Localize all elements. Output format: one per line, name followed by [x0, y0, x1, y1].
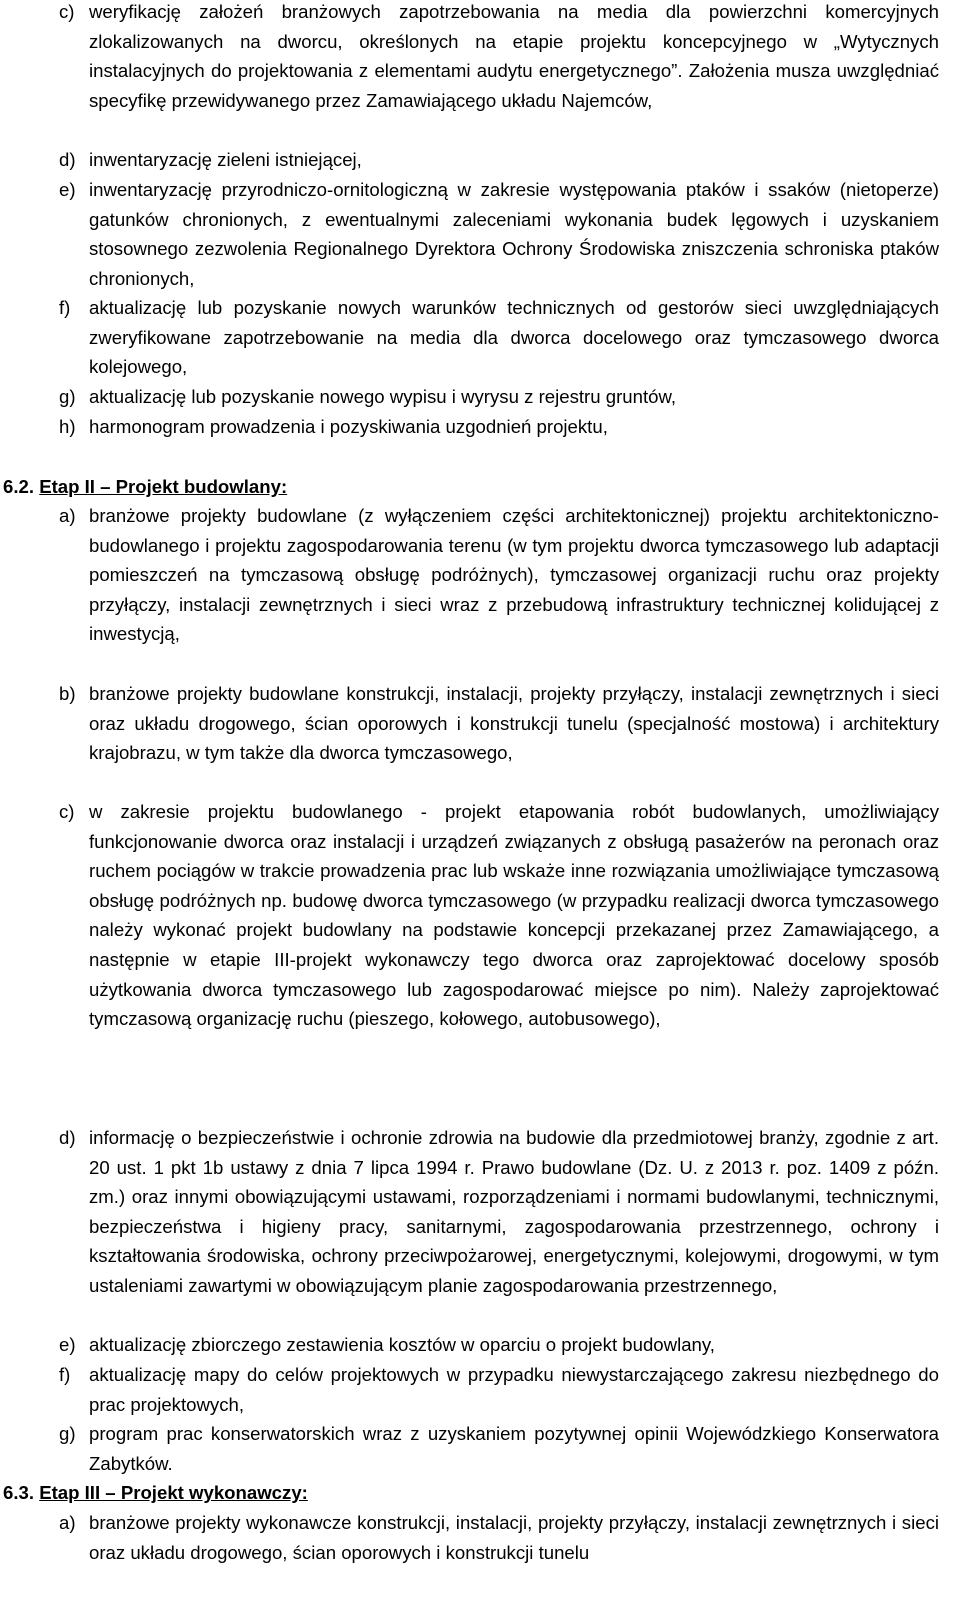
list-label: b) — [59, 683, 76, 704]
list-item-c — [59, 0, 939, 115]
list-item-c — [59, 797, 939, 1034]
list-label: e) — [59, 179, 76, 200]
list-item-d — [59, 1123, 939, 1301]
list-text: branżowe projekty budowlane (z wyłączeniem części architektonicznej) projektu architektoniczno-budowlanego i projektu zagospodarowania terenu (w tym projektu dworca tymczasowego lub adaptacji pomieszczeń na tymczasową obsługę podróżnych), tymczasowej organizacji ruchu oraz projekty przyłączy, instalacji zewnętrznych i sieci wraz z przebudową infrastruktury technicznej kolidującej z inwestycją, — [89, 505, 939, 645]
list-item-b — [59, 679, 939, 768]
list-text: aktualizację lub pozyskanie nowego wypisu i wyrysu z rejestru gruntów, — [89, 386, 677, 407]
list-label: f) — [59, 297, 71, 318]
section-title: Etap III – Projekt wykonawczy: — [39, 1482, 308, 1503]
list-label: e) — [59, 1334, 76, 1355]
section-number: 6.3. — [3, 1482, 35, 1503]
list-text: branżowe projekty budowlane konstrukcji, instalacji, projekty przyłączy, instalacji zewnętrznych i sieci oraz układu drogowego, ścian oporowych i konstrukcji tunelu (specjalność mostowa) i architektury krajobrazu, w tym także dla dworca tymczasowego, — [89, 683, 939, 764]
list-text: program prac konserwatorskich wraz z uzyskaniem pozytywnej opinii Wojewódzkiego Konserwatora Zabytków. — [89, 1423, 939, 1474]
list-text: informację o bezpieczeństwie i ochronie zdrowia na budowie dla przedmiotowej branży, zgodnie z art. 20 ust. 1 pkt 1b ustawy z dnia 7 lipca 1994 r. Prawo budowlane (Dz. U. z 2013 r. poz. 1409 z późn. zm.) oraz innymi obowiązującymi ustawami, rozporządzeniami i normami budowlanymi, technicznymi, bezpieczeństwa i higieny pracy, sanitarnymi, zagospodarowania przestrzennego, ochrony i kształtowania środowiska, ochrony przeciwpożarowej, energetycznymi, kolejowymi, drogowymi, w tym ustaleniami zawartymi w obowiązującym planie zagospodarowania przestrzennego, — [89, 1127, 939, 1296]
list-text: weryfikację założeń branżowych zapotrzebowania na media dla powierzchni komercyjnych zlokalizowanych na dworcu, określonych na etapie projektu koncepcyjnego w „Wytycznych instalacyjnych do projektowania z elementami audytu energetycznego”. Założenia musza uwzględniać specyfikę przewidywanego przez Zamawiającego układu Najemców, — [89, 1, 939, 111]
list-item-e — [59, 175, 939, 293]
list-label: a) — [59, 1512, 76, 1533]
list-label: f) — [59, 1364, 71, 1385]
list-item-d — [59, 145, 939, 175]
list-label: h) — [59, 416, 76, 437]
list-item-h — [59, 412, 939, 442]
list-label: a) — [59, 505, 76, 526]
section-title: Etap II – Projekt budowlany: — [39, 476, 288, 497]
list-text: aktualizację lub pozyskanie nowych warunków technicznych od gestorów sieci uwzględniających zweryfikowane zapotrzebowanie na media dla dworca docelowego oraz tymczasowego dworca kolejowego, — [89, 297, 939, 378]
list-text: inwentaryzację przyrodniczo-ornitologiczną w zakresie występowania ptaków i ssaków (nietoperze) gatunków chronionych, z ewentualnymi zaleceniami wykonania budek lęgowych i uzyskaniem stosownego zezwolenia Regionalnego Dyrektora Ochrony Środowiska zniszczenia schroniska ptaków chronionych, — [89, 179, 939, 289]
list-item-a — [59, 1508, 939, 1567]
list-text: aktualizację mapy do celów projektowych w przypadku niewystarczającego zakresu niezbędnego do prac projektowych, — [89, 1364, 939, 1415]
list-label: g) — [59, 386, 76, 407]
list-item-f — [59, 293, 939, 382]
list-text: w zakresie projektu budowlanego - projekt etapowania robót budowlanych, umożliwiający funkcjonowanie dworca oraz instalacji i urządzeń związanych z obsługą pasażerów na peronach oraz ruchem pociągów w trakcie prowadzenia prac lub wskaże inne rozwiązania umożliwiające tymczasową obsługę podróżnych np. budowę dworca tymczasowego (w przypadku realizacji dworca tymczasowego należy wykonać projekt budowlany na podstawie koncepcji przekazanej przez Zamawiającego, a następnie w etapie III-projekt wykonawczy tego dworca oraz zaprojektować docelowy sposób użytkowania dworca tymczasowego lub zagospodarować miejsce po nim). Należy zaprojektować tymczasową organizację ruchu (pieszego, kołowego, autobusowego), — [89, 801, 939, 1030]
list-label: c) — [59, 801, 75, 822]
list-label: c) — [59, 1, 75, 22]
list-label: d) — [59, 149, 76, 170]
list-text: aktualizację zbiorczego zestawienia kosztów w oparciu o projekt budowlany, — [89, 1334, 715, 1355]
list-item-f — [59, 1360, 939, 1419]
list-text: harmonogram prowadzenia i pozyskiwania uzgodnień projektu, — [89, 416, 608, 437]
list-item-g — [59, 382, 939, 412]
section-heading-6-3 — [3, 1478, 308, 1508]
section-heading-6-2 — [3, 472, 287, 502]
list-label: g) — [59, 1423, 76, 1444]
list-text: branżowe projekty wykonawcze konstrukcji, instalacji, projekty przyłączy, instalacji zewnętrznych i sieci oraz układu drogowego, ścian oporowych i konstrukcji tunelu — [89, 1512, 939, 1563]
section-number: 6.2. — [3, 476, 35, 497]
list-item-a — [59, 501, 939, 649]
list-label: d) — [59, 1127, 76, 1148]
list-item-g — [59, 1419, 939, 1478]
list-item-e — [59, 1330, 939, 1360]
list-text: inwentaryzację zieleni istniejącej, — [89, 149, 362, 170]
